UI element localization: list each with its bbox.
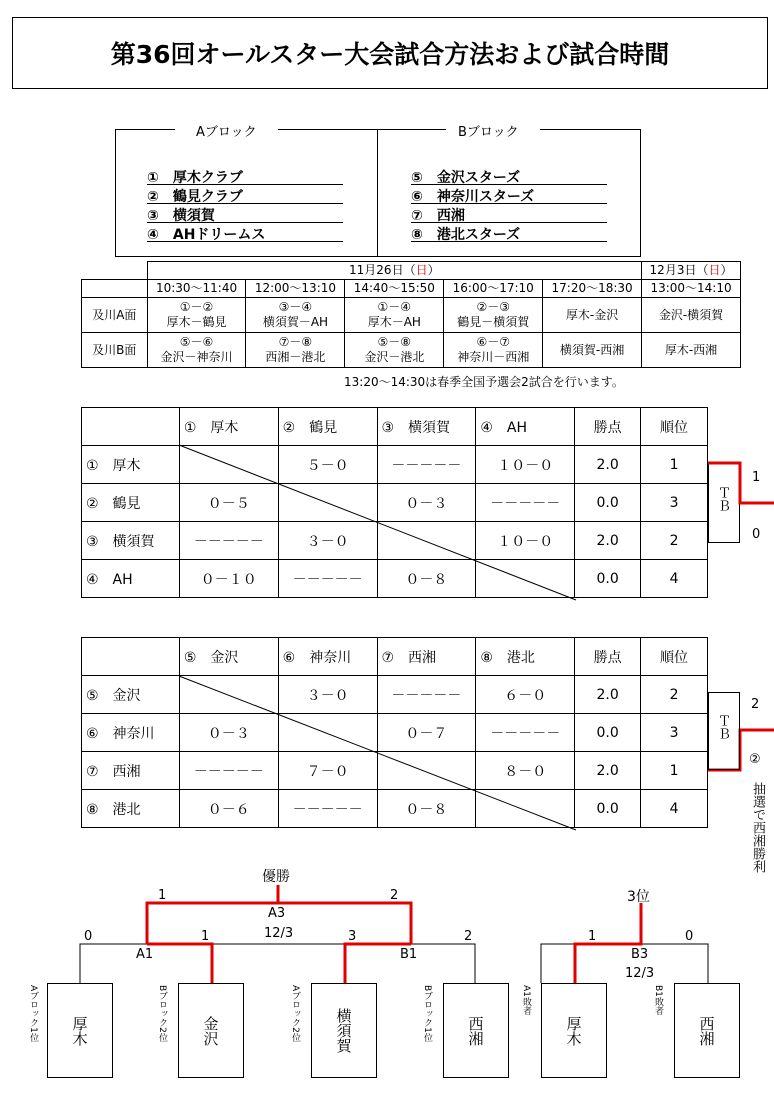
bracket-team-box: 金沢	[178, 983, 244, 1078]
score-cell: ０－３	[377, 484, 476, 522]
date2-cell: 12月3日（日）	[642, 262, 741, 280]
match-cell: 厚木-西湘	[642, 333, 741, 368]
score-cell: －－－－－	[377, 676, 476, 714]
rank-cell: 1	[641, 752, 708, 790]
points-cell: 2.0	[575, 522, 641, 560]
match-cell: ③－④ 横須賀－AH	[246, 298, 345, 333]
tb-score-b-top: 2	[751, 697, 760, 712]
tb-score-a-top: 1	[752, 470, 761, 485]
score-cell: －－－－－	[476, 484, 575, 522]
b3-left-score: 1	[588, 929, 597, 944]
champion-label: 優勝	[262, 869, 290, 885]
a3-label: A3	[268, 906, 286, 921]
score-cell: ６－０	[476, 676, 575, 714]
a1-right-score: 1	[201, 929, 210, 944]
b-block-label: Bブロック	[458, 125, 519, 140]
b3-label: B3	[631, 947, 649, 962]
a-block-label: Aブロック	[196, 125, 257, 140]
match-cell: ⑥－⑦ 神奈川－西湘	[444, 333, 543, 368]
schedule-note: 13:20～14:30は春季全国予選会2試合を行います。	[344, 375, 624, 389]
score-cell: ０－８	[377, 790, 476, 828]
header-team: ④ AH	[476, 408, 575, 446]
a-team-2: ② 鶴見クラブ	[147, 189, 243, 205]
a1-left-score: 0	[84, 929, 93, 944]
b-team-7: ⑦ 西湘	[411, 208, 465, 224]
points-cell: 2.0	[575, 676, 641, 714]
header-team: ⑤ 金沢	[179, 638, 278, 676]
row-team: ③ 横須賀	[82, 522, 180, 560]
b1-left-score: 3	[348, 929, 357, 944]
bracket-team-box: 厚木	[47, 983, 113, 1078]
match-cell: 横須賀-西湘	[543, 333, 642, 368]
tb-label-b: ＴＢ	[715, 714, 730, 740]
header-team: ⑧ 港北	[476, 638, 575, 676]
score-cell: －－－－－	[476, 714, 575, 752]
a-team-1: ① 厚木クラブ	[147, 170, 243, 186]
b-team-5: ⑤ 金沢スターズ	[411, 170, 521, 186]
a-team-3: ③ 横須賀	[147, 208, 215, 224]
score-cell: １０－０	[476, 522, 575, 560]
time-slot: 16:00～17:10	[444, 280, 543, 298]
b3-right-score: 0	[685, 929, 694, 944]
seed-label: Aブロック2位	[290, 985, 300, 1042]
score-cell: －－－－－	[278, 790, 377, 828]
match-cell: ①－② 厚木－鶴見	[147, 298, 246, 333]
time-slot: 10:30～11:40	[147, 280, 246, 298]
seed-label: Aブロック1位	[28, 985, 38, 1042]
match-cell: ②－③ 鶴見－横須賀	[444, 298, 543, 333]
score-cell: １０－０	[476, 446, 575, 484]
header-points: 勝点	[575, 638, 641, 676]
a-team-4: ④ AHドリームス	[147, 227, 266, 243]
tb-label-a: ＴＢ	[715, 486, 730, 512]
match-cell: 厚木-金沢	[543, 298, 642, 333]
header-team: ⑥ 神奈川	[278, 638, 377, 676]
score-cell: －－－－－	[179, 522, 278, 560]
bracket-team-box: 西湘	[443, 983, 509, 1078]
seed-label: Bブロック2位	[157, 985, 167, 1042]
header-team: ⑦ 西湘	[377, 638, 476, 676]
time-slot: 13:00～14:10	[642, 280, 741, 298]
match-cell: 金沢-横須賀	[642, 298, 741, 333]
score-cell: －－－－－	[179, 752, 278, 790]
a3-right-score: 2	[390, 888, 399, 903]
header-points: 勝点	[575, 408, 641, 446]
b-team-8: ⑧ 港北スターズ	[411, 227, 521, 243]
match-cell: ⑤－⑥ 金沢－神奈川	[147, 333, 246, 368]
score-cell: ３－０	[278, 676, 377, 714]
court-a-label: 及川A面	[82, 298, 148, 333]
points-cell: 2.0	[575, 752, 641, 790]
b3-date: 12/3	[625, 966, 655, 981]
court-b-label: 及川B面	[82, 333, 148, 368]
rank-cell: 4	[641, 560, 708, 598]
b1-label: B1	[400, 947, 418, 962]
time-slot: 12:00～13:10	[246, 280, 345, 298]
rank-cell: 4	[641, 790, 708, 828]
header-team: ③ 横須賀	[377, 408, 476, 446]
row-team: ⑦ 西湘	[82, 752, 180, 790]
points-cell: 0.0	[575, 714, 641, 752]
score-cell: ５－０	[278, 446, 377, 484]
third-place-label: 3位	[627, 889, 650, 905]
header-team: ① 厚木	[179, 408, 278, 446]
tb-score-b-bottom: ②	[749, 752, 761, 767]
score-cell: ０－３	[179, 714, 278, 752]
bracket-team-box: 西湘	[674, 983, 740, 1078]
score-cell: ３－０	[278, 522, 377, 560]
row-team: ② 鶴見	[82, 484, 180, 522]
seed-label: A1敗者	[521, 985, 531, 1015]
rank-cell: 2	[641, 522, 708, 560]
points-cell: 2.0	[575, 446, 641, 484]
row-team: ⑥ 神奈川	[82, 714, 180, 752]
row-team: ④ AH	[82, 560, 180, 598]
a3-left-score: 1	[158, 888, 167, 903]
points-cell: 0.0	[575, 560, 641, 598]
b1-right-score: 2	[464, 929, 473, 944]
rank-cell: 1	[641, 446, 708, 484]
tb-score-a-bottom: 0	[752, 527, 761, 542]
page-title: 第36回オールスター大会試合方法および試合時間	[12, 17, 768, 89]
rank-cell: 2	[641, 676, 708, 714]
header-rank: 順位	[641, 638, 708, 676]
a1-label: A1	[136, 947, 154, 962]
bracket-team-box: 厚木	[541, 983, 607, 1078]
points-cell: 0.0	[575, 790, 641, 828]
score-cell: ０－５	[179, 484, 278, 522]
score-cell: ７－０	[278, 752, 377, 790]
seed-label: B1敗者	[653, 985, 663, 1015]
rank-cell: 3	[641, 714, 708, 752]
a3-date: 12/3	[264, 926, 294, 941]
header-team: ② 鶴見	[278, 408, 377, 446]
score-cell: ０－７	[377, 714, 476, 752]
match-cell: ⑦－⑧ 西湘－港北	[246, 333, 345, 368]
time-slot: 17:20～18:30	[543, 280, 642, 298]
score-cell: －－－－－	[377, 446, 476, 484]
match-cell: ①－④ 厚木－AH	[345, 298, 444, 333]
score-cell: ０－６	[179, 790, 278, 828]
row-team: ⑧ 港北	[82, 790, 180, 828]
match-cell: ⑤－⑧ 金沢－港北	[345, 333, 444, 368]
bracket-team-box: 横須賀	[311, 983, 377, 1078]
score-cell: ０－１０	[179, 560, 278, 598]
rank-cell: 3	[641, 484, 708, 522]
seed-label: Bブロック1位	[422, 985, 432, 1042]
row-team: ① 厚木	[82, 446, 180, 484]
score-cell: ８－０	[476, 752, 575, 790]
row-team: ⑤ 金沢	[82, 676, 180, 714]
b-team-6: ⑥ 神奈川スターズ	[411, 189, 535, 205]
points-cell: 0.0	[575, 484, 641, 522]
score-cell: ０－８	[377, 560, 476, 598]
score-cell: －－－－－	[278, 560, 377, 598]
header-rank: 順位	[641, 408, 708, 446]
tb-note-b: 抽選で西湘勝利	[750, 782, 765, 873]
time-slot: 14:40～15:50	[345, 280, 444, 298]
date1-cell: 11月26日（日）	[147, 262, 641, 280]
